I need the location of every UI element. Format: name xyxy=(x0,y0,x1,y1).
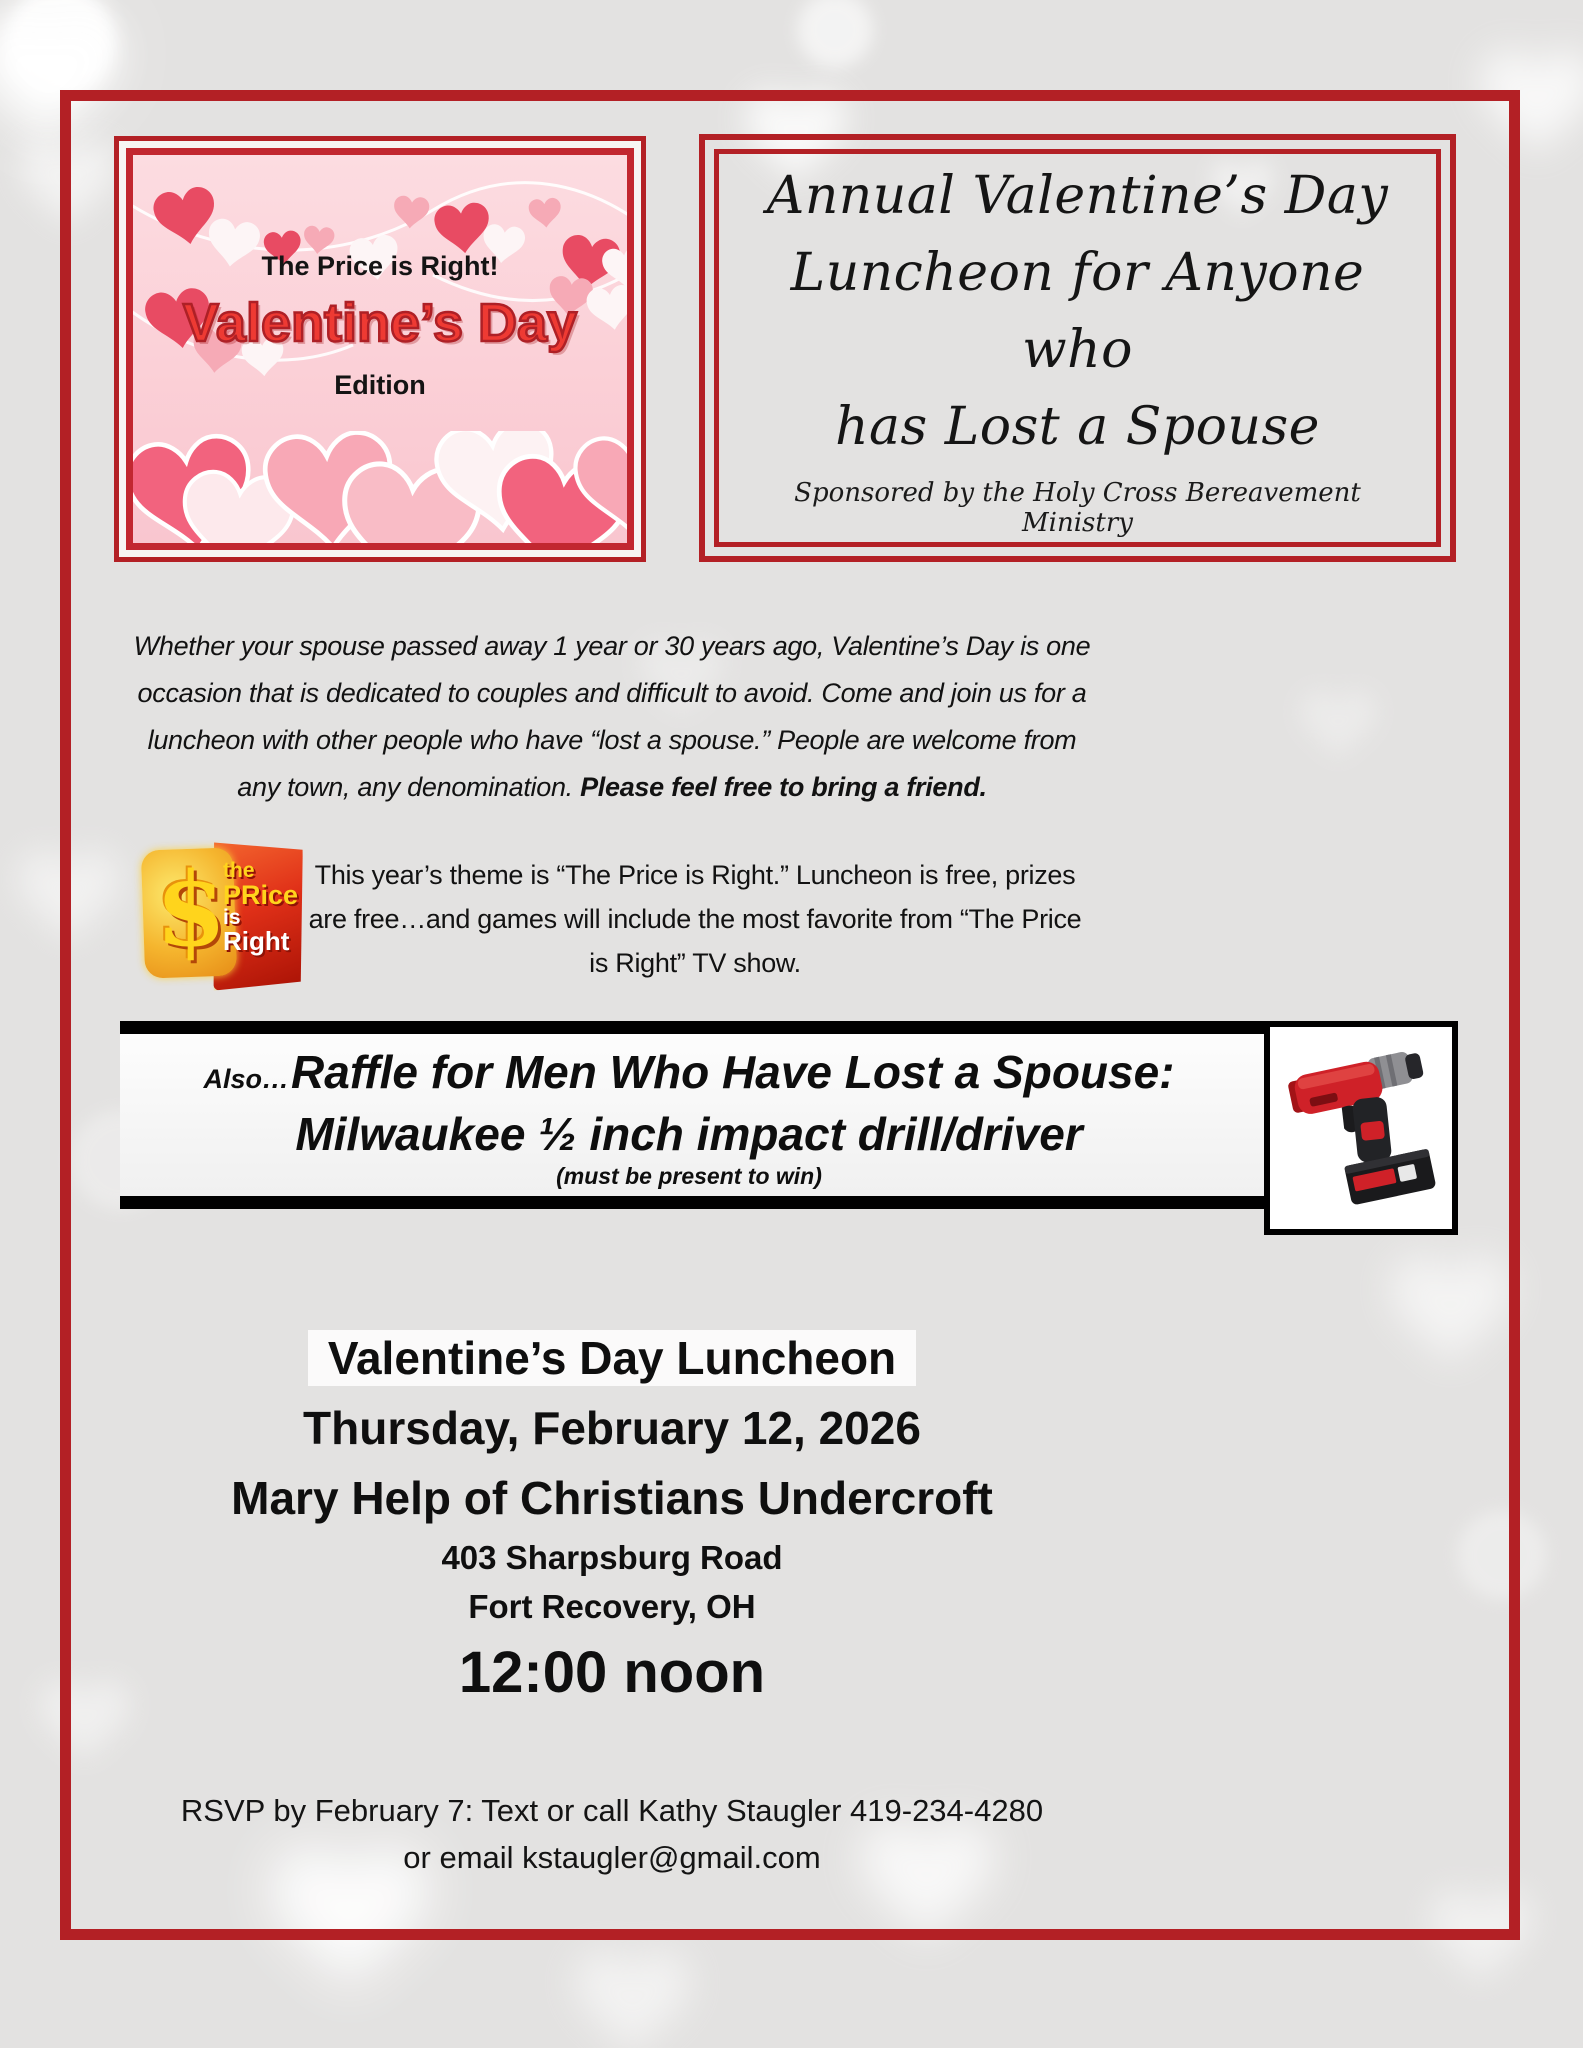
bokeh-circle xyxy=(797,0,873,68)
event-venue: Mary Help of Christians Undercroft xyxy=(231,1472,993,1524)
event-time: 12:00 noon xyxy=(458,1640,766,1705)
intro-line-start: any town, any denomination. xyxy=(237,772,581,802)
intro-line xyxy=(97,764,1127,811)
raffle-text xyxy=(120,1034,1258,1196)
intro-line: Whether your spouse passed away 1 year or 30 years ago, Valentine’s Day is one xyxy=(133,631,1091,661)
event-title-highlight: Valentine’s Day Luncheon xyxy=(308,1330,916,1386)
raffle-also-label: Also… xyxy=(203,1064,290,1094)
event-title-line: Annual Valentine’s Day xyxy=(766,166,1389,226)
raffle-note: (must be present to win) xyxy=(556,1163,822,1189)
rsvp-line1: RSVP by February 7: Text or call Kathy Staugler 419-234-4280 xyxy=(180,1793,1044,1828)
logo-word: Right xyxy=(223,925,290,956)
raffle-headline-text: Raffle for Men Who Have Lost a Spouse: xyxy=(291,1046,1175,1098)
event-title xyxy=(97,1323,1127,1393)
event-date: Thursday, February 12, 2026 xyxy=(303,1402,921,1454)
dollar-sign-icon: $ xyxy=(155,850,227,970)
event-details xyxy=(97,1323,1127,1711)
raffle-banner xyxy=(120,1021,1458,1209)
valentines-card-inner xyxy=(126,148,634,550)
milwaukee-drill-image xyxy=(1276,1036,1446,1221)
event-title-card-inner xyxy=(714,149,1441,547)
logo-word: PRice xyxy=(223,879,299,910)
theme-line: is Right” TV show. xyxy=(589,948,801,978)
raffle-headline xyxy=(120,1044,1258,1107)
intro-bold-text: Please feel free to bring a friend. xyxy=(580,772,987,802)
event-title-line: Luncheon for Anyone who xyxy=(790,243,1365,380)
flyer-border-frame xyxy=(60,90,1520,1940)
valentines-card-text xyxy=(133,251,627,401)
logo-word: the xyxy=(223,859,255,882)
heart-clouds-decoration xyxy=(133,431,631,550)
theme-line: are free…and games will include the most favorite from “The Price xyxy=(308,904,1082,934)
sponsor-line: Sponsored by the Holy Cross Bereavement Ministry xyxy=(794,478,1361,538)
bokeh-heart xyxy=(575,1950,690,2048)
price-is-right-valentines-card xyxy=(114,136,646,562)
card-kicker: The Price is Right! xyxy=(261,251,499,281)
intro-line: luncheon with other people who have “lost a spouse.” People are welcome from xyxy=(147,725,1077,755)
card-title: Valentine’s Day xyxy=(182,293,578,353)
event-city: Fort Recovery, OH xyxy=(468,1588,756,1625)
intro-paragraph xyxy=(97,623,1127,811)
event-title-card xyxy=(699,134,1456,562)
logo-word: is xyxy=(223,906,241,930)
raffle-prize: Milwaukee ½ inch impact drill/driver xyxy=(295,1108,1083,1160)
theme-line: This year’s theme is “The Price is Right.” Luncheon is free, prizes xyxy=(314,860,1076,890)
rsvp-line2: or email kstaugler@gmail.com xyxy=(403,1840,821,1875)
event-address: 403 Sharpsburg Road xyxy=(441,1539,783,1576)
card-subtitle: Edition xyxy=(334,370,426,400)
intro-line: occasion that is dedicated to couples and difficult to avoid. Come and join us for a xyxy=(137,678,1087,708)
drill-photo-box xyxy=(1264,1021,1458,1235)
event-title-line: has Lost a Spouse xyxy=(835,397,1320,457)
theme-paragraph xyxy=(265,853,1125,985)
rsvp-section xyxy=(97,1787,1127,1881)
